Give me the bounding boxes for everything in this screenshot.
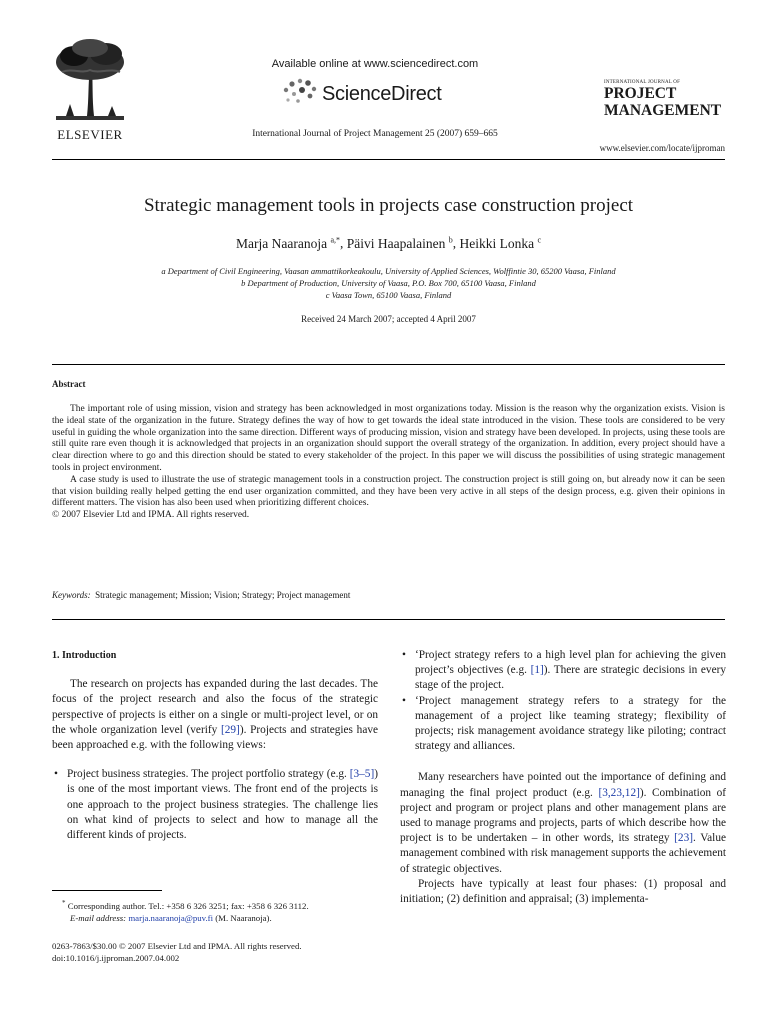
journal-logo-line1: PROJECT bbox=[604, 85, 677, 102]
reference-link[interactable]: [3,23,12] bbox=[598, 786, 640, 799]
right-column bbox=[400, 648, 726, 907]
issn-line: 0263-7863/$30.00 © 2007 Elsevier Ltd and IPMA. All rights reserved. bbox=[52, 941, 302, 951]
abstract-top-divider bbox=[52, 364, 725, 365]
article-authors: Marja Naaranoja $^{a,*}$, Päivi Haapalainen $^b$, Heikki Lonka $^c$ bbox=[235, 235, 542, 251]
journal-citation: International Journal of Project Management 25 (2007) 659–665 bbox=[252, 129, 498, 139]
publisher-name: ELSEVIER bbox=[57, 127, 123, 142]
author-2: Päivi Haapalainen $^b$ bbox=[346, 235, 453, 251]
elsevier-tree-logo bbox=[52, 38, 128, 126]
list-item: • ‘Project management strategy refers to a strategy for the management of a project like teaming strategy; flexibility of projects; risk management avoidance strategy like piloting; contract strategy and alliances. bbox=[400, 694, 726, 755]
email-label: E-mail address: bbox=[70, 912, 127, 923]
keywords-line bbox=[52, 590, 725, 600]
abstract-paragraph-1: The important role of using mission, vision and strategy has been acknowledged in most organizations today. Mission is the reason why the organization exists. Vision is the ideal state of the organization in the future. Strategy defines the way of how to get towards the ideal state introduced in the vision. These tools are considered to be very useful in guiding the whole organization into the same direction. Different ways of producing mission, vision and strategy have been developed. In projects, using these tools are still quite rare even though it is acknowledged that projects in an organization should support the overall strategy of the organization. In addition, every project should have a clear direction where to go and this direction should be stated to every stakeholder of the project. In this paper we will discuss the possibilities of using strategic management tools in project environment. bbox=[52, 404, 725, 473]
abstract-bottom-divider bbox=[52, 619, 725, 620]
sciencedirect-dots-icon bbox=[280, 76, 320, 108]
author-1: Marja Naaranoja $^{a,*}$ bbox=[235, 235, 340, 251]
reference-link[interactable]: [29] bbox=[220, 723, 240, 736]
email-link[interactable]: marja.naaranoja@puv.fi bbox=[128, 912, 214, 923]
issn-doi-block bbox=[52, 940, 378, 964]
intro-paragraph-2: Many researchers have pointed out the importance of defining and managing the final project product (e.g. [3,23,12]). Combination of project and program or project plans and other management plans are used to manage programs and projects, parts of which describe how the project is to be undertaken – in other words, its strategy [23]. Value management combined with risk management supports the achievement of strategic objectives. bbox=[400, 771, 726, 875]
header-divider bbox=[52, 159, 725, 160]
reference-link[interactable]: [3–5] bbox=[349, 768, 375, 781]
reference-link[interactable]: [23] bbox=[674, 832, 693, 845]
affiliation-a: a Department of Civil Engineering, Vaasan ammattikorkeakoulu, University of Applied Sciences, Wolffintie 30, 65200 Vaasa, Finland bbox=[161, 266, 616, 276]
strategy-definitions-list bbox=[400, 648, 726, 754]
doi-line[interactable]: doi:10.1016/j.ijproman.2007.04.002 bbox=[52, 953, 180, 963]
journal-website-link[interactable]: www.elsevier.com/locate/ijproman bbox=[599, 143, 725, 153]
article-title: Strategic management tools in projects case construction project bbox=[143, 195, 634, 216]
corresponding-author-footnote: * Corresponding author. Tel.: +358 6 326 3251; fax: +358 6 326 3112. E-mail address: marja.naaranoja@puv.fi (M. Naaranoja). bbox=[62, 899, 309, 923]
abstract-copyright: © 2007 Elsevier Ltd and IPMA. All rights reserved. bbox=[52, 510, 250, 521]
keywords-list: Strategic management; Mission; Vision; Strategy; Project management bbox=[95, 590, 351, 600]
intro-paragraph-1: The research on projects has expanded during the last decades. The focus of the project research and also the focus of the strategic perspective of projects is either on a single or multi-project level, or on the whole organization level (verify [29]). Projects and strategies have been approached e.g. with the following views: bbox=[52, 678, 378, 752]
intro-paragraph-3: Projects have typically at least four phases: (1) proposal and initiation; (2) definition and appraisal; (3) implementa- bbox=[400, 877, 726, 906]
abstract-body bbox=[52, 404, 725, 522]
affiliation-b: b Department of Production, University of Vaasa, P.O. Box 700, 65100 Vaasa, Finland bbox=[241, 278, 536, 288]
list-item: • Project business strategies. The project portfolio strategy (e.g. [3–5]) is one of the most important views. The front end of the projects is one approach to the project business strategies. The challenge lies on what kind of projects to select and how to manage all the different kinds of projects. bbox=[52, 767, 378, 843]
received-dates: Received 24 March 2007; accepted 4 April 2007 bbox=[301, 314, 476, 324]
left-column bbox=[52, 648, 378, 843]
author-3: Heikki Lonka $^c$ bbox=[459, 235, 542, 251]
sciencedirect-wordmark: ScienceDirect bbox=[322, 83, 442, 105]
journal-logo-small-text: INTERNATIONAL JOURNAL OF bbox=[604, 80, 681, 85]
keywords-label: Keywords: bbox=[52, 590, 91, 600]
abstract-paragraph-2: A case study is used to illustrate the use of strategic management tools in a construction project. The construction project is still going on, but already now it can be seen that vision building really helped getting the end user organization committed, and they have been very active in all steps of the design process, e.g. given their opinions in different matters. The vision has also been used when prioritizing different choices. bbox=[52, 474, 725, 509]
views-list bbox=[52, 767, 378, 843]
available-online-text[interactable]: Available online at www.sciencedirect.com bbox=[271, 58, 479, 70]
section-heading-introduction: 1. Introduction bbox=[52, 650, 117, 661]
abstract-heading: Abstract bbox=[52, 379, 86, 389]
journal-logo-line2: MANAGEMENT bbox=[604, 102, 722, 119]
affiliation-c: c Vaasa Town, 65100 Vaasa, Finland bbox=[325, 290, 452, 300]
affiliations bbox=[52, 265, 725, 301]
list-item: • ‘Project strategy refers to a high level plan for achieving the given project’s objectives (e.g. [1]). There are strategic decisions in every stage of the project. bbox=[400, 648, 726, 694]
footnote-divider bbox=[52, 890, 162, 891]
reference-link[interactable]: [1] bbox=[530, 664, 544, 677]
